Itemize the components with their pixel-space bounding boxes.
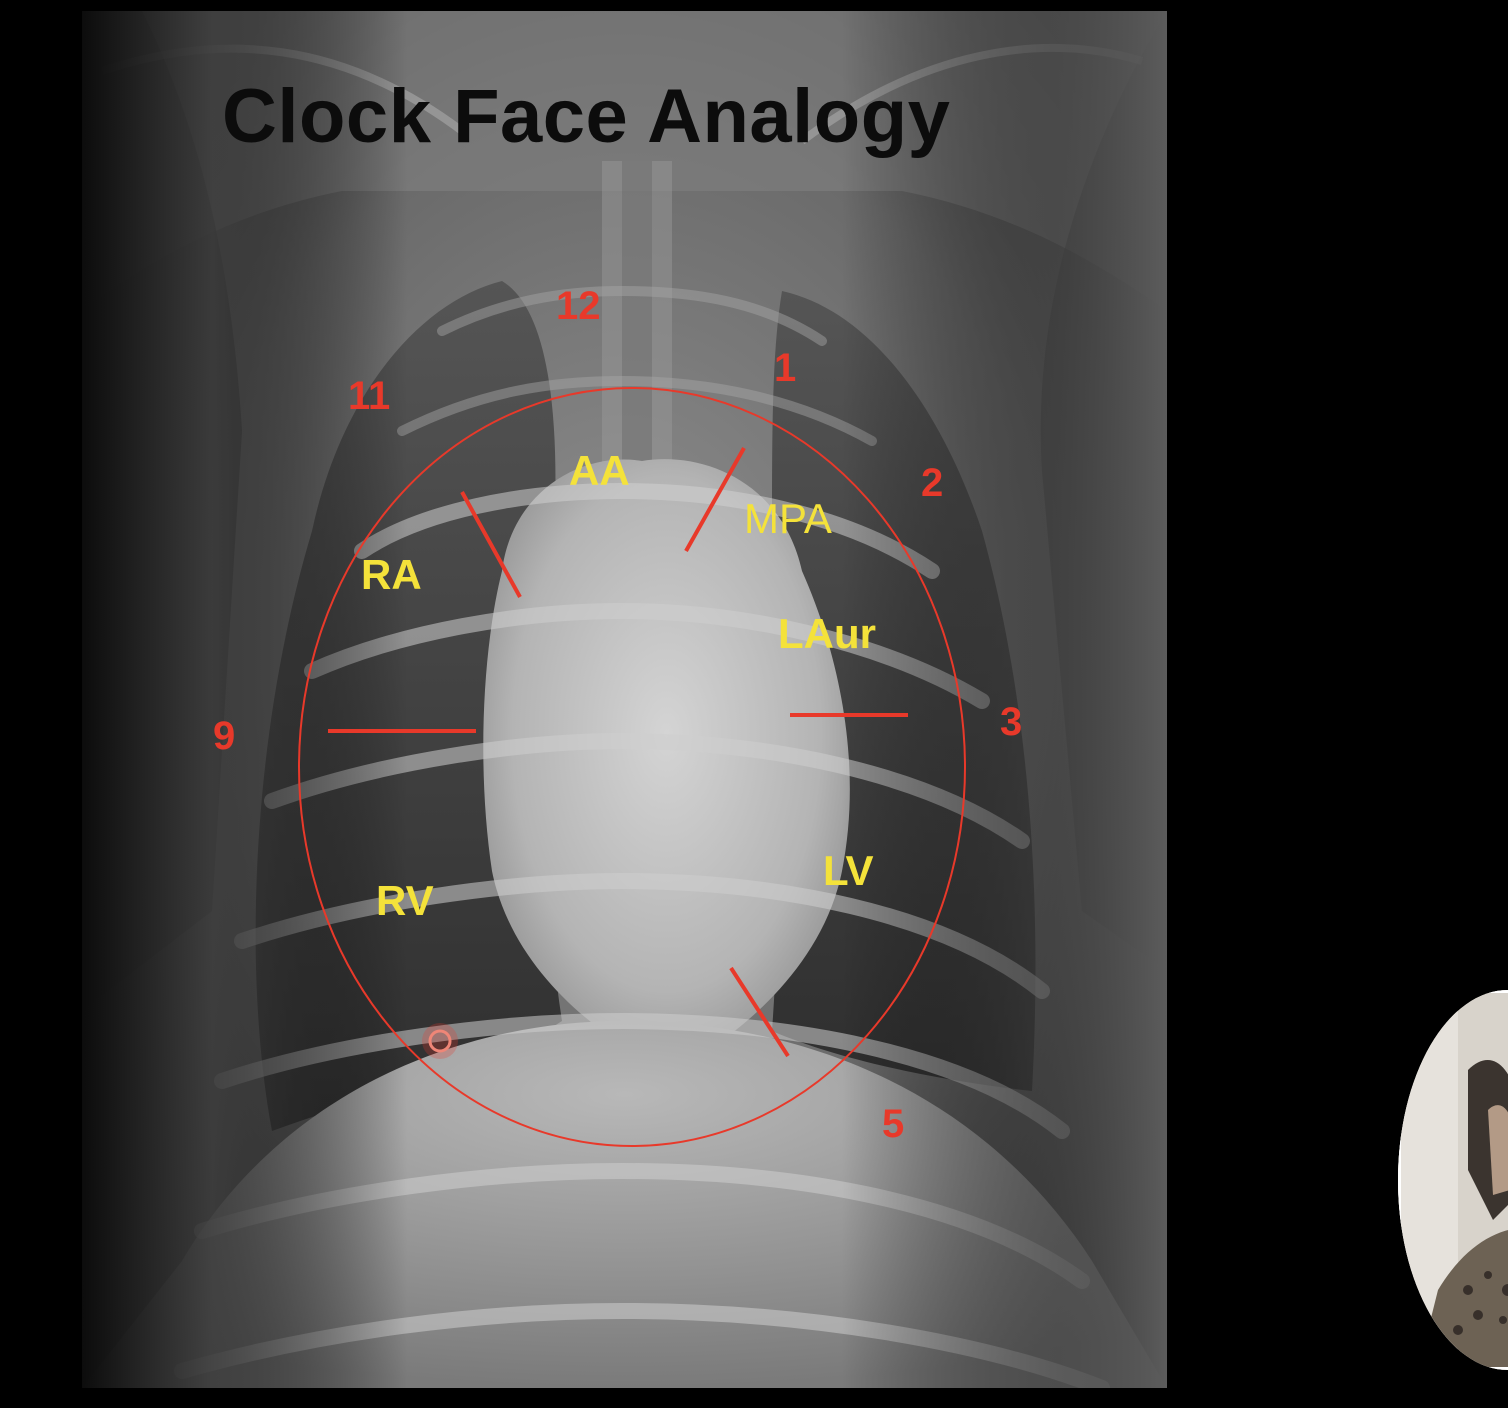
slide-radiograph (82, 11, 1167, 1388)
label-left-auricle: LAur (778, 610, 876, 657)
clock-hour-5: 5 (882, 1102, 905, 1146)
presenter-webcam (1398, 990, 1508, 1370)
clock-hour-2: 2 (921, 461, 944, 505)
clock-hour-12: 12 (556, 284, 601, 328)
label-right-ventricle: RV (376, 877, 434, 924)
label-right-atrium: RA (361, 551, 422, 598)
slide-title: Clock Face Analogy (222, 74, 951, 159)
clock-hour-1: 1 (774, 346, 797, 390)
label-aortic-arch: AA (569, 447, 630, 494)
clock-hour-11: 11 (348, 374, 391, 418)
label-main-pulmonary-artery: MPA (744, 495, 832, 542)
presenter-video (1398, 990, 1508, 1370)
clock-hour-9: 9 (213, 714, 236, 758)
label-left-ventricle: LV (823, 847, 874, 894)
clock-hour-3: 3 (1000, 700, 1023, 744)
